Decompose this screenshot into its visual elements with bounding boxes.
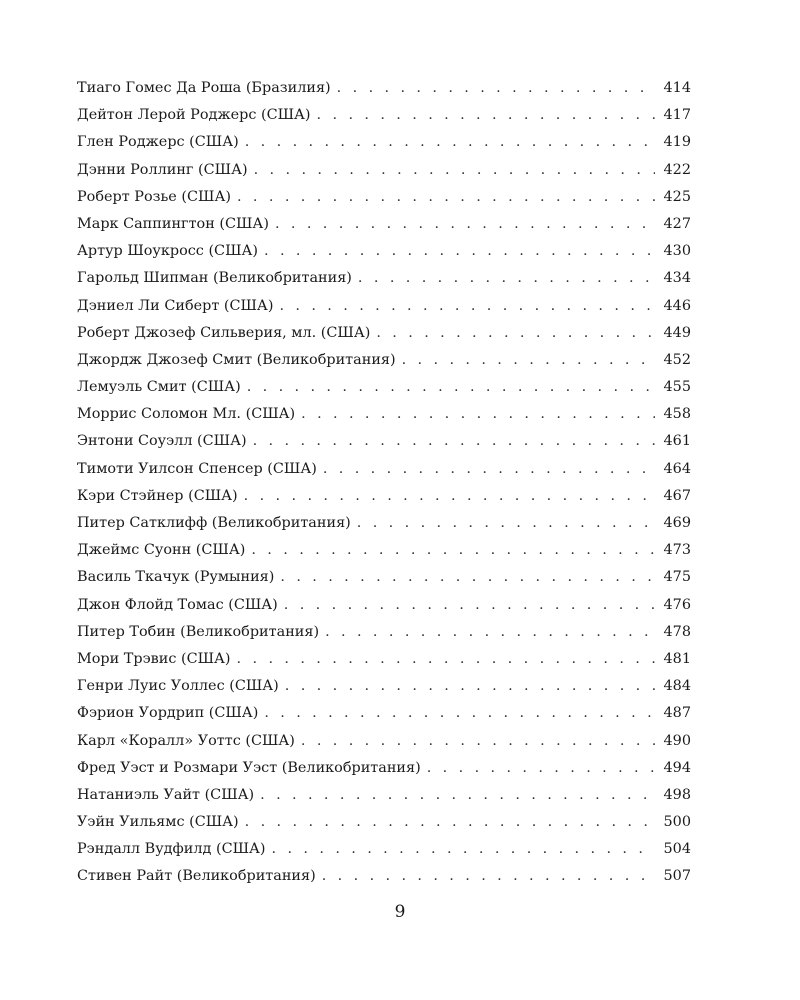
toc-dot-leader <box>244 483 655 510</box>
toc-entry <box>77 238 691 265</box>
toc-entry-title: Рэндалл Вудфилд (США) <box>77 841 266 858</box>
toc-entry-title: Джеймс Суонн (США) <box>77 542 246 559</box>
toc-dot-leader <box>245 809 655 836</box>
toc-dot-leader <box>358 265 655 292</box>
toc-entry <box>77 836 691 863</box>
toc-entry-page: 455 <box>663 379 691 396</box>
toc-entry <box>77 755 691 782</box>
toc-entry-page: 500 <box>663 814 691 831</box>
toc-dot-leader <box>264 700 655 727</box>
toc-entry-title: Моррис Соломон Мл. (США) <box>77 406 296 423</box>
toc-dot-leader <box>253 428 655 455</box>
toc-dot-leader <box>301 728 655 755</box>
toc-entry <box>77 129 691 156</box>
toc-dot-leader <box>323 456 655 483</box>
toc-entry-title: Фред Уэст и Розмари Уэст (Великобритания) <box>77 759 421 776</box>
toc-entry-page: 467 <box>663 487 691 504</box>
table-of-contents <box>77 75 691 891</box>
toc-entry <box>77 265 691 292</box>
toc-dot-leader <box>376 320 655 347</box>
toc-entry-title: Карл «Коралл» Уоттс (США) <box>77 732 295 749</box>
toc-dot-leader <box>317 102 655 129</box>
toc-entry-page: 452 <box>663 351 691 368</box>
toc-entry <box>77 483 691 510</box>
toc-entry-title: Натаниэль Уайт (США) <box>77 786 255 803</box>
toc-entry-page: 434 <box>663 270 691 287</box>
toc-dot-leader <box>285 673 655 700</box>
toc-entry-title: Марк Саппингтон (США) <box>77 215 269 232</box>
toc-entry <box>77 102 691 129</box>
toc-dot-leader <box>402 347 655 374</box>
toc-entry <box>77 564 691 591</box>
toc-entry-page: 461 <box>663 433 691 450</box>
toc-entry-title: Джордж Джозеф Смит (Великобритания) <box>77 351 396 368</box>
toc-entry <box>77 320 691 347</box>
toc-entry <box>77 293 691 320</box>
toc-entry-title: Тимоти Уилсон Спенсер (США) <box>77 460 317 477</box>
toc-dot-leader <box>245 129 655 156</box>
toc-entry <box>77 401 691 428</box>
toc-entry-title: Стивен Райт (Великобритания) <box>77 868 316 885</box>
toc-dot-leader <box>251 537 655 564</box>
toc-entry-page: 458 <box>663 406 691 423</box>
toc-entry-page: 417 <box>663 107 691 124</box>
toc-dot-leader <box>301 401 655 428</box>
toc-entry-title: Энтони Соуэлл (США) <box>77 433 247 450</box>
toc-entry-page: 473 <box>663 542 691 559</box>
toc-entry <box>77 374 691 401</box>
toc-entry-title: Уэйн Уильямс (США) <box>77 814 239 831</box>
toc-entry-title: Гарольд Шипман (Великобритания) <box>77 270 352 287</box>
toc-dot-leader <box>279 293 655 320</box>
toc-entry-page: 414 <box>663 80 691 96</box>
toc-entry-title: Джон Флойд Томас (США) <box>77 596 278 613</box>
toc-entry <box>77 510 691 537</box>
toc-entry-page: 422 <box>663 161 691 178</box>
toc-entry-title: Генри Луис Уоллес (США) <box>77 678 279 695</box>
toc-entry-page: 507 <box>663 868 691 885</box>
toc-entry-page: 490 <box>663 732 691 749</box>
toc-entry-title: Роберт Джозеф Сильверия, мл. (США) <box>77 324 371 341</box>
toc-entry-page: 484 <box>663 678 691 695</box>
toc-entry-page: 487 <box>663 705 691 722</box>
toc-entry-title: Роберт Розье (США) <box>77 188 231 205</box>
toc-dot-leader <box>272 836 655 863</box>
toc-dot-leader <box>325 619 655 646</box>
toc-entry-page: 469 <box>663 515 691 531</box>
toc-entry <box>77 619 691 646</box>
toc-dot-leader <box>275 211 655 238</box>
toc-entry-page: 449 <box>663 324 691 341</box>
toc-entry-title: Дейтон Лерой Роджерс (США) <box>77 107 311 124</box>
toc-entry <box>77 347 691 374</box>
toc-entry-page: 494 <box>663 759 691 776</box>
toc-entry-page: 504 <box>663 841 691 858</box>
toc-entry <box>77 673 691 700</box>
toc-entry-page: 476 <box>663 596 691 613</box>
toc-entry-title: Кэри Стэйнер (США) <box>77 487 238 504</box>
toc-dot-leader <box>280 564 655 591</box>
toc-entry <box>77 592 691 619</box>
toc-entry-title: Питер Тобин (Великобритания) <box>77 623 320 640</box>
toc-entry <box>77 184 691 211</box>
toc-entry-title: Мори Трэвис (США) <box>77 650 231 667</box>
toc-entry <box>77 700 691 727</box>
toc-entry <box>77 809 691 836</box>
toc-dot-leader <box>322 863 655 890</box>
toc-entry <box>77 211 691 238</box>
toc-dot-leader <box>337 75 655 102</box>
toc-entry <box>77 456 691 483</box>
toc-entry-title: Артур Шоукросс (США) <box>77 243 259 260</box>
toc-entry-page: 446 <box>663 297 691 314</box>
toc-dot-leader <box>254 157 655 184</box>
toc-entry-page: 498 <box>663 786 691 803</box>
toc-entry-page: 419 <box>663 134 691 151</box>
toc-entry-title: Дэнни Роллинг (США) <box>77 161 248 178</box>
toc-entry-page: 425 <box>663 188 691 205</box>
toc-dot-leader <box>247 374 655 401</box>
toc-entry <box>77 728 691 755</box>
toc-dot-leader <box>237 646 655 673</box>
toc-entry <box>77 863 691 890</box>
toc-entry <box>77 75 691 102</box>
toc-entry-title: Василь Ткачук (Румыния) <box>77 569 275 586</box>
toc-dot-leader <box>237 184 655 211</box>
toc-entry-page: 427 <box>663 215 691 232</box>
toc-entry-page: 430 <box>663 243 691 260</box>
toc-dot-leader <box>284 592 655 619</box>
toc-entry <box>77 646 691 673</box>
toc-dot-leader <box>260 782 655 809</box>
toc-entry-title: Лемуэль Смит (США) <box>77 379 241 396</box>
toc-entry-title: Глен Роджерс (США) <box>77 134 239 151</box>
toc-entry-page: 481 <box>663 650 691 667</box>
toc-entry-title: Тиаго Гомес Да Роша (Бразилия) <box>77 80 331 96</box>
toc-entry <box>77 537 691 564</box>
toc-entry-title: Питер Сатклифф (Великобритания) <box>77 515 351 531</box>
toc-entry <box>77 157 691 184</box>
toc-dot-leader <box>427 755 655 782</box>
toc-entry <box>77 428 691 455</box>
page-number: 9 <box>394 902 406 922</box>
toc-entry-page: 475 <box>663 569 691 586</box>
toc-entry-title: Дэниел Ли Сиберт (США) <box>77 297 274 314</box>
toc-entry-page: 478 <box>663 623 691 640</box>
toc-dot-leader <box>357 510 655 537</box>
toc-dot-leader <box>264 238 655 265</box>
toc-entry <box>77 782 691 809</box>
toc-entry-title: Фэрион Уордрип (США) <box>77 705 259 722</box>
toc-entry-page: 464 <box>663 460 691 477</box>
